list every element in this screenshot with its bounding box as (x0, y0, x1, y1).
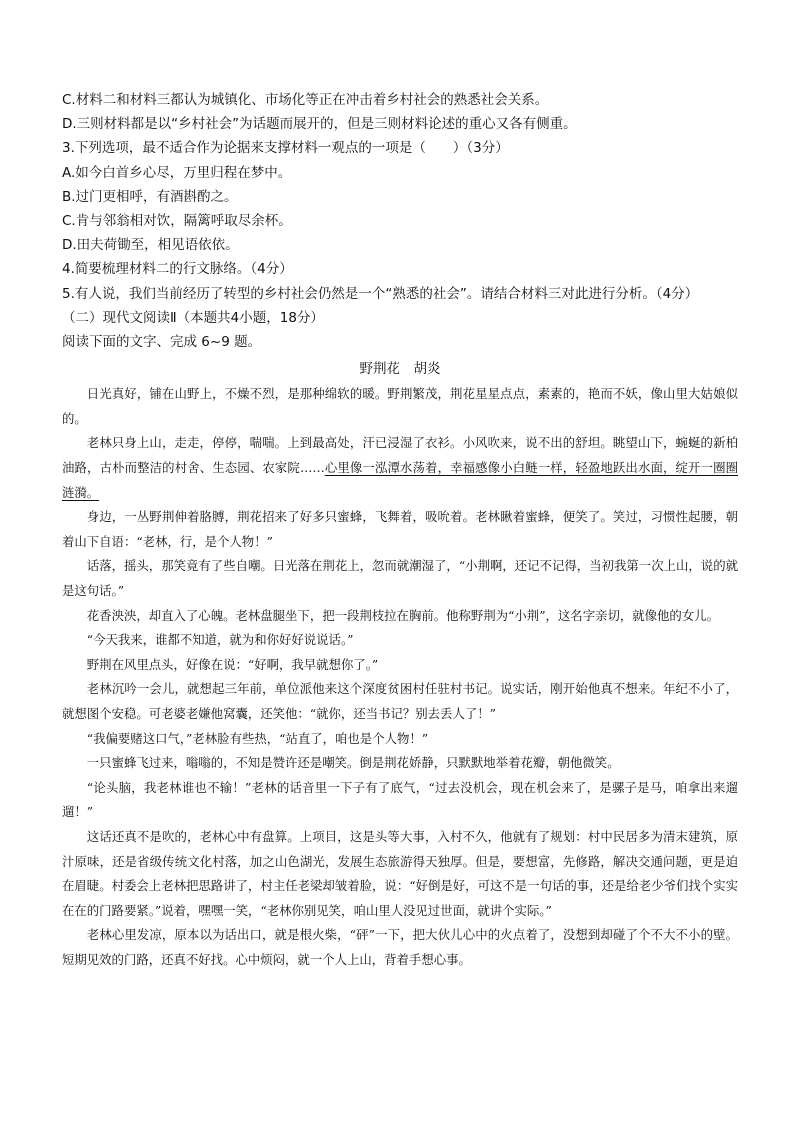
story-text: 老林只身上山，走走，停停，喘喘。上到最高处，汗已浸湿了衣衫。小风吹来，说不出的舒坦。眺望山下，蜿蜒的新柏油路，古朴而整洁的村舍、生态园、农家院…… (62, 435, 738, 476)
story-paragraph: 一只蜜蜂飞过来，嗡嗡的，不知是赞许还是嘲笑。倒是荆花娇静，只默默地举着花瓣，朝他微笑。 (86, 755, 620, 771)
story-paragraph: “今天我来，谁都不知道，就为和你好好说说话。” (86, 632, 354, 648)
story-paragraph: 日光真好，铺在山野上，不燥不烈，是那种绵软的暖。野荆繁茂，荆花星星点点，素素的，艳而不妖，像山里大姑娘似的。 (62, 386, 738, 426)
story-paragraph: 老林心里发凉，原本以为话出口，就是根火柴，“砰”一下，把大伙儿心中的火点着了，没想到却碰了个不大不小的壁。短期见效的门路，还真不好找。心中烦闷，就一个人上山，背着手想心事。 (62, 927, 738, 967)
story-paragraph (62, 431, 738, 505)
story-paragraph: 野荆在风里点头，好像在说：“好啊，我早就想你了。” (86, 656, 379, 672)
reading-instruction: 阅读下面的文字、完成 6~9 题。 (62, 334, 262, 351)
story-paragraph: “论头脑，我老林谁也不输！”老林的话音里一下子有了底气，“过去没机会，现在机会来了，是骡子是马，咱拿出来遛遛！” (62, 779, 738, 820)
question-option-c: C.材料二和材料三都认为城镇化、市场化等正在冲击着乡村社会的熟悉社会关系。 (62, 92, 549, 108)
question-3-option-a: A.如今白首乡心尽，万里归程在梦中。 (62, 164, 292, 181)
underlined-sentence: 心里像一泓潭水荡着，幸福感像小白鲢一样，轻盈地跃出水面，绽开一圈圈涟漪。 (62, 460, 739, 500)
story-paragraph: 身边，一丛野荆伸着胳膊，荆花招来了好多只蜜蜂，飞舞着，吸吮着。老林瞅着蜜蜂，便笑了。笑过，习惯性起腰，朝着山下自语：“老林，行，是个人物！” (62, 509, 738, 549)
story-paragraph: 这话还真不是吹的，老林心中有盘算。上项目，这是头等大事，入村不久，他就有了规划：村中民居多为清末建筑，原汁原味，还是省级传统文化村落，加之山色湖光，发展生态旅游得天独厚。但是，要想富，先修路，解决交通问题，更是迫在眉睫。村委会上老林把思路讲了，村主任老梁却皱着脸，说：“好倒是好，可这不是一句话的事，还是给老少爷们找个实实在在的门路要紧。”说着，嘿嘿一笑，“老林你别见笑，咱山里人没见过世面，就讲个实际。” (62, 828, 738, 918)
question-5: 5.有人说，我们当前经历了转型的乡村社会仍然是一个“熟悉的社会”。请结合材料三对此进行分析。（4分） (62, 285, 699, 302)
question-option-d: D.三则材料都是以“乡村社会”为话题而展开的，但是三则材料论述的重心又各有侧重。 (62, 116, 577, 133)
story-paragraph: 老林沉吟一会儿，就想起三年前，单位派他来这个深度贫困村任驻村书记。说实话，刚开始他真不想来。年纪不小了，就想图个安稳。可老婆老嫌他窝囊，还笑他：“就你，还当书记？别去丢人了！” (62, 681, 738, 721)
question-4: 4.简要梳理材料二的行文脉络。（4分） (62, 261, 293, 278)
question-3-option-b: B.过门更相呼，有酒斟酌之。 (62, 188, 238, 205)
question-3-option-d: D.田夫荷锄至，相见语依依。 (62, 237, 239, 254)
story-body (62, 382, 738, 972)
story-paragraph: “我偏要赌这口气，”老林脸有些热，“站直了，咱也是个人物！” (86, 730, 429, 746)
question-block (62, 88, 738, 354)
question-3: 3.下列选项，最不适合作为论据来支撑材料一观点的一项是（ ）（3分） (62, 140, 509, 157)
section-heading: （二）现代文阅读Ⅱ（本题共4小题，18分） (62, 309, 324, 326)
story-title: 野荆花 胡炎 (359, 361, 441, 378)
story-paragraph: 话落，摇头，那笑竟有了些自嘲。日光落在荆花上，忽而就潮湿了，“小荆啊，还记不记得，当初我第一次上山，说的就是这句话。” (62, 558, 738, 598)
story-paragraph: 花香泱泱，却直入了心魄。老林盘腿坐下，把一段荆枝拉在胸前。他称野荆为“小荆”，这名字亲切，就像他的女儿。 (86, 607, 719, 623)
question-3-option-c: C.肯与邻翁相对饮，隔篱呼取尽余杯。 (62, 213, 292, 230)
